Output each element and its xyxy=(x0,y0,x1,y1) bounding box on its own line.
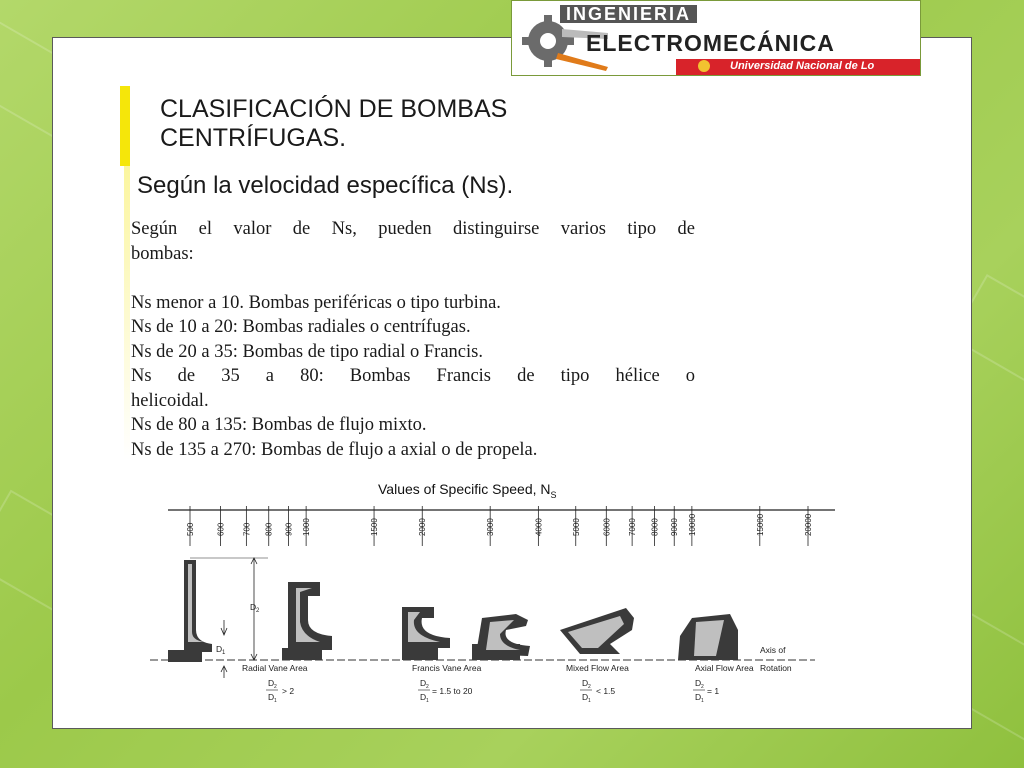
scale-tick-label: 7000 xyxy=(628,518,638,536)
radial-impeller-shape xyxy=(168,560,212,662)
svg-text:D: D xyxy=(420,692,427,702)
svg-text:2: 2 xyxy=(426,684,429,690)
d1-label: D xyxy=(216,644,223,654)
francis-vane-area-label: Francis Vane Area xyxy=(412,663,482,673)
svg-text:2: 2 xyxy=(701,684,704,690)
svg-text:D: D xyxy=(268,678,275,688)
francis-impeller-2-shape xyxy=(472,614,530,660)
scale-tick-label: 3000 xyxy=(486,518,496,536)
paragraph-line: Ns de 35 a 80: Bombas Francis de tipo hélice o xyxy=(131,366,695,386)
svg-text:1: 1 xyxy=(701,698,704,704)
university-seal-icon xyxy=(698,60,710,72)
mixed-flow-area-label: Mixed Flow Area xyxy=(566,663,629,673)
svg-text:1: 1 xyxy=(588,698,591,704)
ratio-radial xyxy=(266,678,294,704)
svg-text:D: D xyxy=(420,678,427,688)
logo xyxy=(511,0,921,76)
svg-text:2: 2 xyxy=(274,684,277,690)
logo-university-text: Universidad Nacional de Lo xyxy=(730,60,875,72)
scale-tick-label: 700 xyxy=(242,522,252,536)
scale-tick-label: 500 xyxy=(186,522,195,536)
scale-tick-label: 800 xyxy=(264,522,274,536)
scale-tick-label: 900 xyxy=(284,522,294,536)
d2-subscript: 2 xyxy=(256,608,260,614)
axis-of-label: Axis of xyxy=(760,645,786,655)
svg-text:= 1: = 1 xyxy=(707,686,720,696)
title-accent-bar xyxy=(120,86,130,166)
paragraph-line: Ns menor a 10. Bombas periféricas o tipo turbina. xyxy=(131,292,501,313)
svg-text:1: 1 xyxy=(426,698,429,704)
svg-text:D: D xyxy=(582,692,589,702)
ratio-axial xyxy=(693,678,719,704)
paragraph-line: Ns de 135 a 270: Bombas de flujo a axial o de propela. xyxy=(131,439,538,460)
scale-tick-label: 1000 xyxy=(302,518,312,536)
specific-speed-diagram xyxy=(150,470,850,720)
scale-tick-label: 5000 xyxy=(571,518,581,536)
svg-text:< 1.5: < 1.5 xyxy=(596,686,616,696)
page-title: CLASIFICACIÓN DE BOMBAS CENTRÍFUGAS. xyxy=(160,95,508,152)
page-subtitle: Según la velocidad específica (Ns). xyxy=(137,172,514,199)
scale-tick-label: 8000 xyxy=(650,518,660,536)
body-text xyxy=(131,217,695,462)
scale-tick-label: 15000 xyxy=(755,513,765,536)
figure-title-text: Values of Specific Speed, N xyxy=(378,481,551,497)
svg-text:D: D xyxy=(695,692,702,702)
francis-impeller-1-shape xyxy=(402,607,450,660)
figure-title-subscript: S xyxy=(550,489,557,500)
svg-text:D: D xyxy=(695,678,702,688)
d1-subscript: 1 xyxy=(222,650,226,656)
rotation-label: Rotation xyxy=(760,663,792,673)
accent-fade xyxy=(124,160,130,460)
scale-tick-label: 9000 xyxy=(670,518,680,536)
scale-tick-label: 20000 xyxy=(804,513,813,536)
paragraph-line: bombas: xyxy=(131,243,194,264)
axial-flow-impeller-shape xyxy=(678,614,738,660)
logo-top-text: INGENIERIA xyxy=(560,5,697,23)
paragraph-line: Ns de 10 a 20: Bombas radiales o centrífugas. xyxy=(131,317,471,337)
ratio-mixed xyxy=(580,678,615,704)
radial-vane-area-label: Radial Vane Area xyxy=(242,663,308,673)
svg-text:1: 1 xyxy=(274,698,277,704)
paragraph-line: Ns de 80 a 135: Bombas de flujo mixto. xyxy=(131,415,427,435)
d2-label: D xyxy=(250,602,257,612)
svg-text:> 2: > 2 xyxy=(282,686,295,696)
axial-flow-area-label: Axial Flow Area xyxy=(695,663,754,673)
logo-main-text: ELECTROMECÁNICA xyxy=(586,30,835,56)
mixed-flow-impeller-shape xyxy=(560,608,634,654)
paragraph-line: helicoidal. xyxy=(131,390,209,411)
svg-text:D: D xyxy=(582,678,589,688)
scale-tick-label: 1500 xyxy=(370,518,380,536)
scale-tick-label: 2000 xyxy=(418,518,428,536)
ratio-francis xyxy=(418,678,473,704)
scale-tick-label: 600 xyxy=(216,522,226,536)
paragraph-line: Según el valor de Ns, pueden distinguirse varios tipo de xyxy=(131,219,695,239)
svg-text:2: 2 xyxy=(588,684,591,690)
scale-tick-label: 4000 xyxy=(534,518,544,536)
svg-text:= 1.5 to 20: = 1.5 to 20 xyxy=(432,686,473,696)
paragraph-line: Ns de 20 a 35: Bombas de tipo radial o Francis. xyxy=(131,341,483,362)
svg-text:D: D xyxy=(268,692,275,702)
scale-tick-label: 10000 xyxy=(687,513,697,536)
radial-impeller-2-shape xyxy=(282,582,332,660)
scale-tick-label: 6000 xyxy=(602,518,612,536)
